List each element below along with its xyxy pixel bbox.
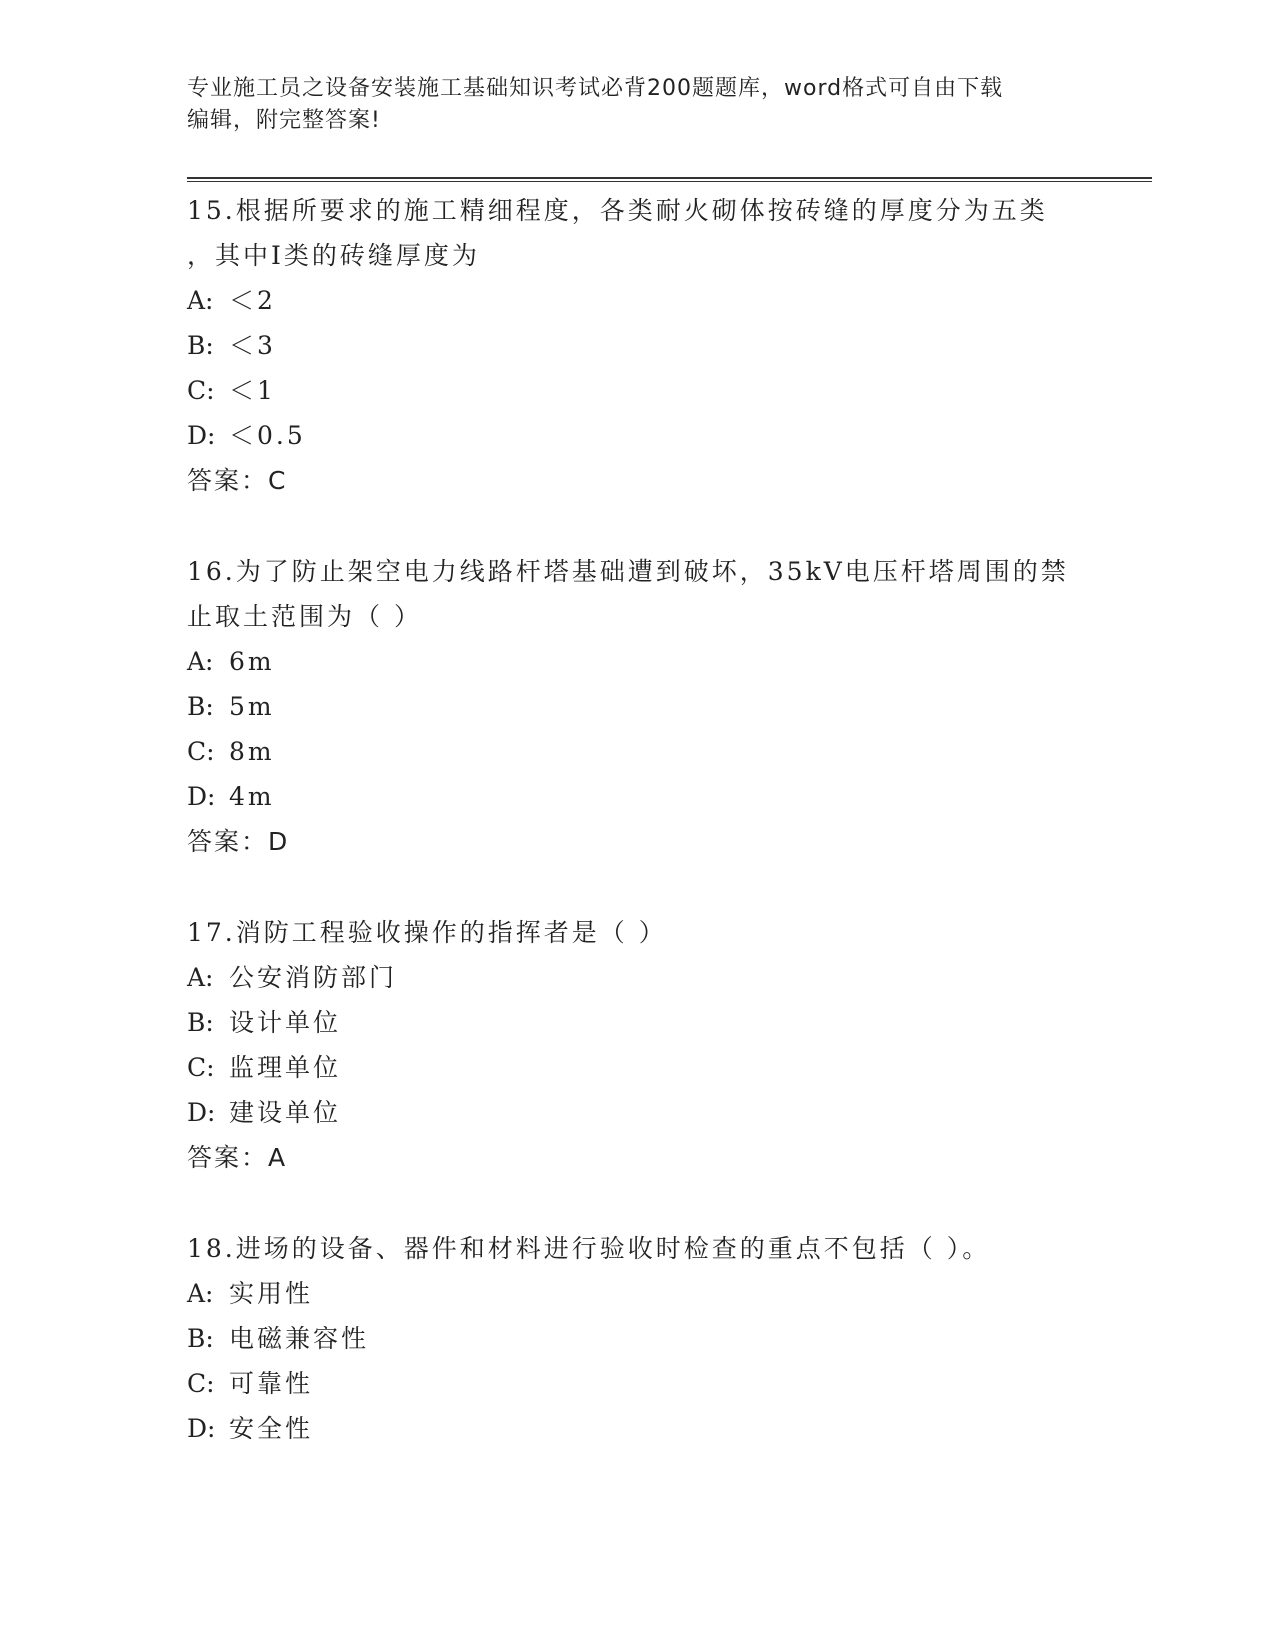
option-b [187, 1000, 1087, 1045]
option-letter: B: [187, 1324, 214, 1353]
option-c [187, 368, 1087, 413]
option-letter: D: [187, 782, 216, 811]
question-15 [187, 188, 1087, 503]
option-letter: C: [187, 737, 215, 766]
option-d [187, 413, 1087, 458]
question-stem-line-1: 18.进场的设备、器件和材料进行验收时检查的重点不包括（ ）。 [187, 1234, 991, 1263]
option-letter: D: [187, 1098, 216, 1127]
option-letter: C: [187, 1369, 215, 1398]
option-text: 电磁兼容性 [229, 1324, 370, 1353]
option-text: 建设单位 [229, 1098, 342, 1127]
option-b [187, 684, 1087, 729]
option-text: 5m [229, 692, 275, 721]
option-text: ＜2 [229, 286, 276, 315]
question-stem-line-1: 16.为了防止架空电力线路杆塔基础遭到破坏，35kV电压杆塔周围的禁 [187, 557, 1069, 586]
header-line-2: 编辑，附完整答案! [187, 108, 381, 133]
option-d [187, 1406, 1087, 1451]
option-letter: B: [187, 331, 214, 360]
answer-line: 答案：D [187, 827, 290, 856]
option-text: ＜3 [229, 331, 276, 360]
question-17 [187, 910, 1087, 1180]
option-a [187, 955, 1087, 1000]
option-letter: D: [187, 1414, 216, 1443]
option-letter: D: [187, 421, 216, 450]
option-letter: A: [187, 963, 214, 992]
option-letter: C: [187, 376, 215, 405]
answer-line: 答案：A [187, 1143, 288, 1172]
question-stem-line-1: 17.消防工程验收操作的指挥者是（ ） [187, 918, 667, 947]
option-text: 8m [229, 737, 275, 766]
option-letter: B: [187, 692, 214, 721]
option-text: 安全性 [229, 1414, 314, 1443]
option-text: 4m [229, 782, 275, 811]
option-d [187, 1090, 1087, 1135]
option-b [187, 323, 1087, 368]
document-header [187, 73, 1067, 137]
question-stem [187, 910, 1087, 955]
option-text: 实用性 [229, 1279, 314, 1308]
option-letter: B: [187, 1008, 214, 1037]
option-text: 设计单位 [229, 1008, 342, 1037]
question-18 [187, 1226, 1087, 1451]
option-letter: A: [187, 1279, 214, 1308]
question-stem [187, 1226, 1087, 1271]
question-stem [187, 188, 1087, 278]
header-divider [187, 177, 1152, 182]
question-stem-line-1: 15.根据所要求的施工精细程度，各类耐火砌体按砖缝的厚度分为五类 [187, 196, 1048, 225]
option-letter: A: [187, 286, 214, 315]
answer-line: 答案：C [187, 466, 288, 495]
option-text: 6m [229, 647, 275, 676]
question-stem [187, 549, 1087, 639]
option-c [187, 1045, 1087, 1090]
option-text: ＜0.5 [229, 421, 306, 450]
option-text: ＜1 [229, 376, 276, 405]
question-stem-line-2: ，其中Ⅰ类的砖缝厚度为 [187, 241, 480, 270]
question-stem-line-2: 止取土范围为（ ） [187, 602, 422, 631]
option-text: 公安消防部门 [229, 963, 398, 992]
option-a [187, 1271, 1087, 1316]
option-text: 监理单位 [229, 1053, 342, 1082]
option-letter: C: [187, 1053, 215, 1082]
option-d [187, 774, 1087, 819]
option-c [187, 1361, 1087, 1406]
question-16 [187, 549, 1087, 864]
header-line-1: 专业施工员之设备安装施工基础知识考试必背200题题库，word格式可自由下载 [187, 76, 1004, 101]
option-c [187, 729, 1087, 774]
option-a [187, 639, 1087, 684]
option-text: 可靠性 [229, 1369, 314, 1398]
option-a [187, 278, 1087, 323]
option-b [187, 1316, 1087, 1361]
option-letter: A: [187, 647, 214, 676]
